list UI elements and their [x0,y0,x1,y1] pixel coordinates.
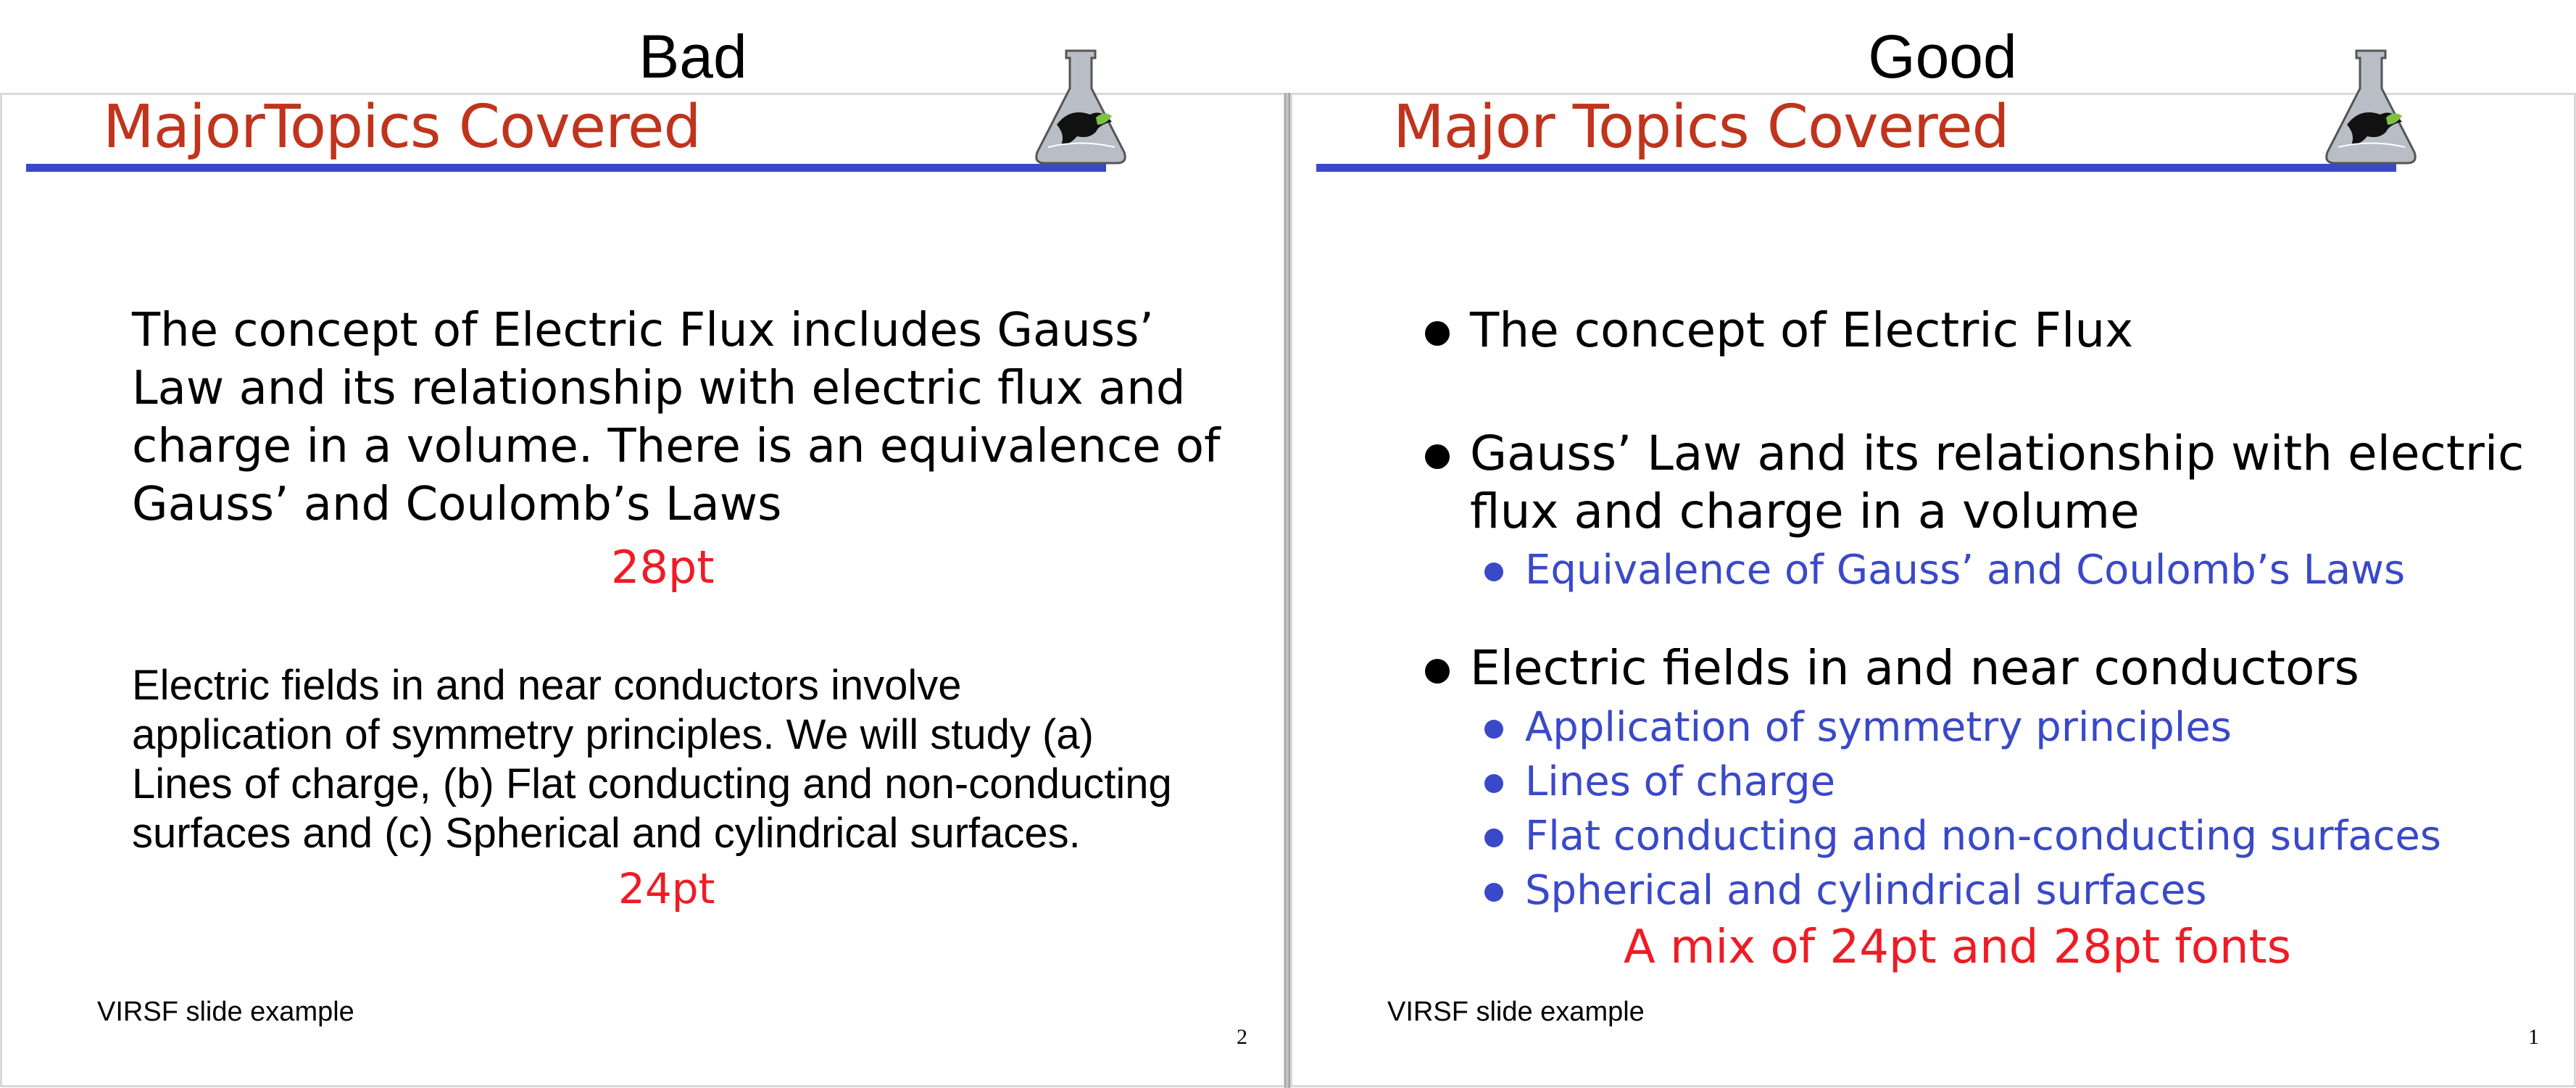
font-mix-note: A mix of 24pt and 28pt fonts [1624,921,2291,974]
science-fair-logo-icon [1026,43,1135,170]
sub-bullet-lines-of-charge: Lines of charge [1525,758,1836,805]
sub-bullet-dot-icon [1484,774,1503,793]
sub-bullet-flat-surfaces: Flat conducting and non-conducting surfaces [1525,813,2442,860]
sub-bullet-symmetry: Application of symmetry principles [1525,704,2232,751]
bullet-electric-flux: The concept of Electric Flux [1470,302,2134,358]
sub-bullet-dot-icon [1484,883,1503,902]
text-line: The concept of Electric Flux includes Gauss’ [132,304,1154,357]
text-line: Gauss’ and Coulomb’s Laws [132,478,782,531]
sub-bullet-dot-icon [1484,829,1503,847]
text-line: charge in a volume. There is an equivalence of [132,420,1221,473]
bad-paragraph-2 [132,661,1172,858]
science-fair-logo-icon [2317,43,2425,170]
good-heading: Good [1868,22,2017,91]
bad-paragraph-1 [132,302,1221,533]
bad-slide-title: MajorTopics Covered [103,93,701,162]
bullet-dot-icon [1425,444,1450,469]
bullet-dot-icon [1425,321,1450,346]
bullet-gauss-law-line-1: Gauss’ Law and its relationship with electric [1470,425,2525,481]
sub-bullet-spherical-surfaces: Spherical and cylindrical surfaces [1525,867,2207,914]
slide-divider [1284,93,1290,1088]
bad-heading: Bad [639,22,747,91]
good-slide-title: Major Topics Covered [1393,93,2009,162]
text-line: Law and its relationship with electric flux and [132,362,1186,415]
good-slide-footer: VIRSF slide example [1387,997,1645,1027]
good-slide-page-number: 1 [2528,1025,2539,1049]
bullet-dot-icon [1425,659,1450,684]
bullet-gauss-law-line-2: flux and charge in a volume [1470,483,2140,539]
sub-bullet-dot-icon [1484,562,1503,581]
bad-slide-footer: VIRSF slide example [97,997,354,1027]
bad-slide-page-number: 2 [1237,1025,1247,1049]
bad-title-rule [26,164,1106,172]
text-line: application of symmetry principles. We will study (a) [132,711,1094,758]
sub-bullet-equivalence: Equivalence of Gauss’ and Coulomb’s Laws [1525,547,2406,594]
bullet-electric-fields: Electric fields in and near conductors [1470,640,2359,696]
good-title-rule [1316,164,2396,172]
text-line: surfaces and (c) Spherical and cylindrical surfaces. [132,810,1081,857]
text-line: Lines of charge, (b) Flat conducting and non-conducting [132,760,1172,807]
text-line: Electric fields in and near conductors involve [132,662,962,709]
font-size-note-24pt: 24pt [618,864,715,913]
font-size-note-28pt: 28pt [611,541,715,594]
sub-bullet-dot-icon [1484,720,1503,739]
